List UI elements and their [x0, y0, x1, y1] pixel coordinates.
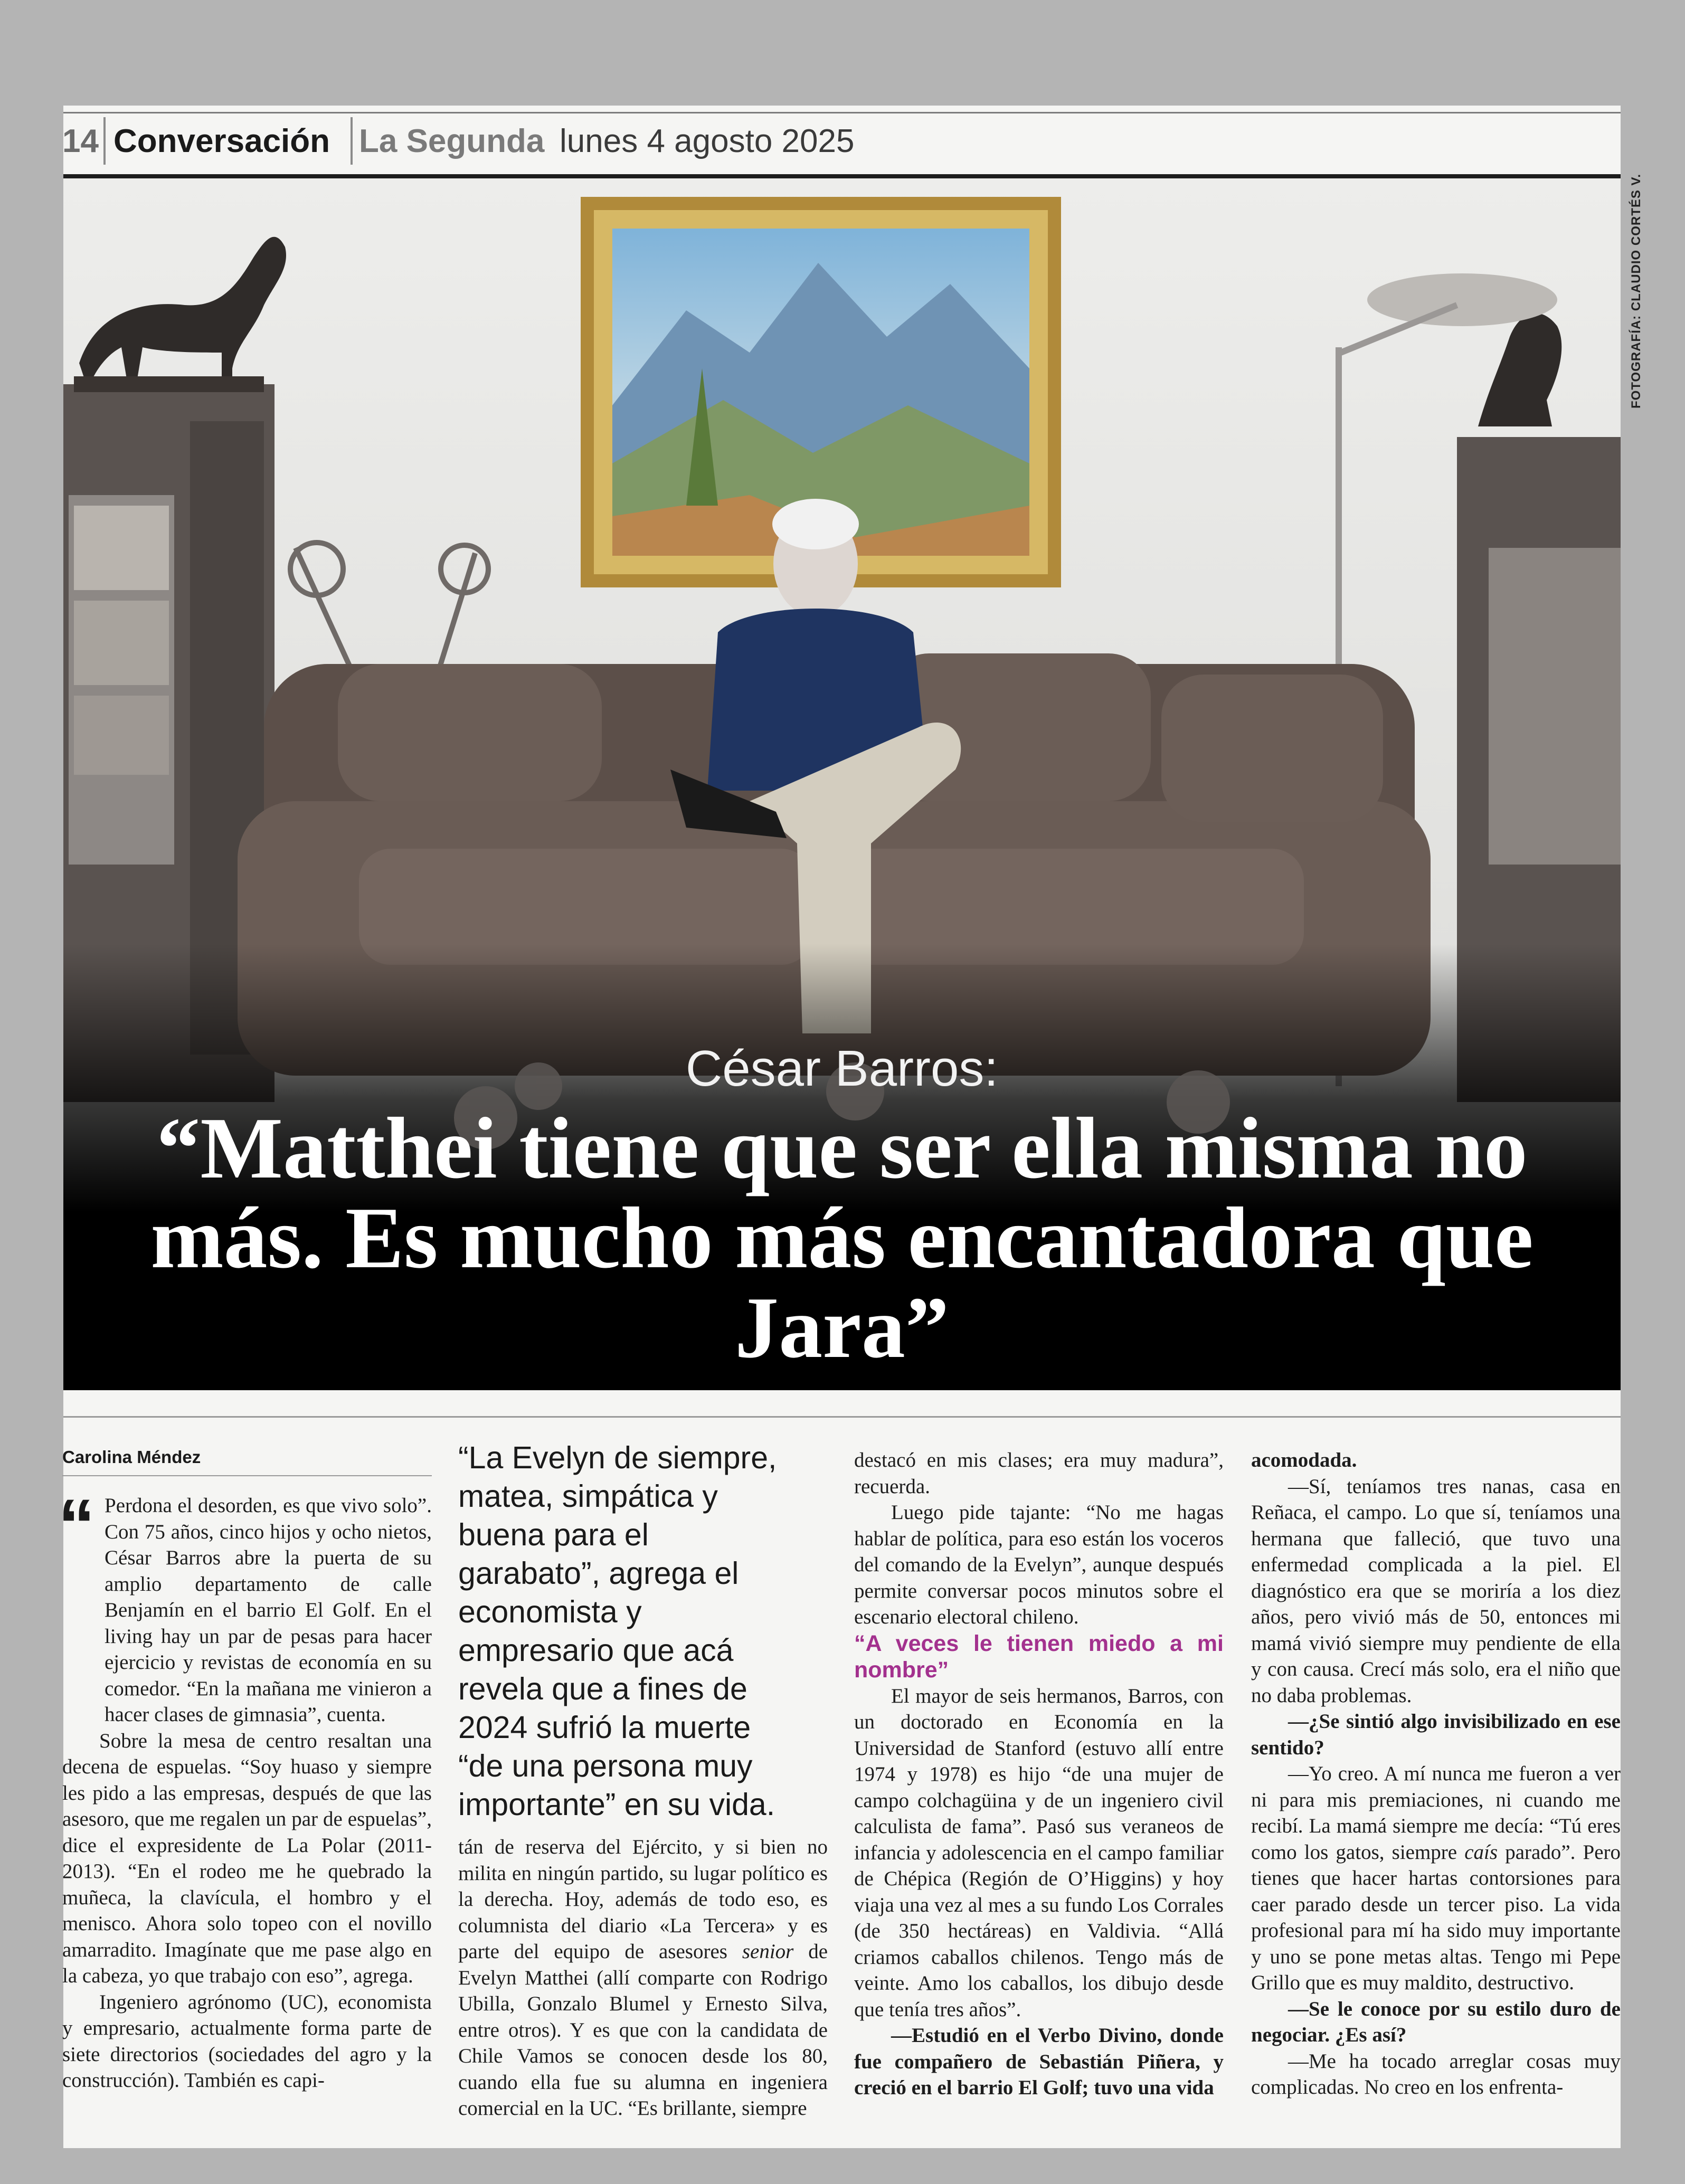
interviewee-name: César Barros: [685, 1040, 999, 1097]
paragraph: tán de reserva del Ejército, y si bien no milita en ningún partido, su lugar político es la derecha. Hoy, además de todo eso, es columnista del diario «La Tercera» y es parte del equipo de asesores senior de Evelyn Matthei (allí comparte con Rodrigo Ubilla, Gonzalo Blumel y Ernesto Silva, entre otros). Y es que con la candidata de Chile Vamos se conocen desde los 80, cuando ella fue su alumna en ingeniera comercial en la UC. “Es brillante, siempre [458, 1836, 828, 2120]
paragraph: El mayor de seis hermanos, Barros, con un doctorado en Economía en la Universidad de Stanford (estuvo allí entre 1974 y 1978) es hijo “de una mujer de campo colchagüina y de un ingeniero civil calculista de fama”. Pasó sus veraneos de infancia y adolescencia en el campo familiar de Chépica (Región de O’Higgins) y hoy viaja una vez al mes a su fundo Los Corrales (de 350 hectáreas) en Valdivia. “Allá criamos caballos chilenos. Tengo más de veinte. Amo los caballos, los dibujo desde que tenía tres años”. [854, 1684, 1224, 2021]
interview-question: —Estudió en el Verbo Divino, donde fue compañero de Sebastián Piñera, y creció en el barrio El Golf; tuvo una vida [854, 2024, 1224, 2099]
interview-question-end: acomodada. [1251, 1449, 1357, 1471]
section-title: Conversación [113, 123, 330, 159]
byline: Carolina Méndez [62, 1447, 201, 1467]
photo-credit: FOTOGRAFÍA: CLAUDIO CORTÉS V. [1629, 173, 1643, 409]
interview-answer: —Sí, teníamos tres nanas, casa en Reñaca, el campo. Lo que sí, teníamos una hermana que falleció, que tuvo una enfermedad complicada a la piel. El diagnóstico era que se moriría a los diez años, pero vivió más de 50, entonces mi mamá vivió siempre muy pendiente de ella y con causa. Crecí más solo, era el niño que no daba problemas. [1251, 1475, 1621, 1707]
opening-quote-mark: “ [58, 1484, 95, 1566]
title-block [63, 1019, 1621, 1390]
interview-question: —¿Se sintió algo invisibilizado en ese sentido? [1251, 1710, 1621, 1759]
pull-quote: “La Evelyn de siempre, matea, simpática y buena para el garabato”, agrega el economista y empresario que acá revela que a fines de 2024 sufrió la muerte “de una persona muy importante” en su vida. [458, 1440, 777, 1822]
paragraph: Luego pide tajante: “No me hagas hablar de política, para eso están los voceros del comando de la Evelyn”, aunque después permite conversar pocos minutos sobre el escenario electoral chileno. [854, 1501, 1224, 1628]
article-column-1 [62, 1493, 432, 2094]
issue-date: lunes 4 agosto 2025 [560, 123, 855, 159]
page-number: 14 [62, 123, 99, 159]
interview-answer: —Yo creo. A mí nunca me fueron a ver ni para mis premiaciones, ni cuando me recibí. La mamá siempre me decía: “Tú eres como los gatos, siempre caís parado”. Pero tienes que hacer hartas contorsiones para caer parado desde un tercer piso. La vida profesional para mí ha sido muy importante y uno se pone metas altas. Tengo mi Pepe Grillo que es muy maldito, destructivo. [1251, 1762, 1621, 1994]
article-column-4 [1251, 1447, 1621, 2101]
header-divider [351, 117, 353, 165]
paragraph: Ingeniero agrónomo (UC), economista y empresario, actualmente forma parte de siete directorios (sociedades del agro y la construcción). También es capi- [62, 1990, 432, 2092]
header-divider [103, 117, 106, 165]
article-column-2 [458, 1834, 828, 2122]
header-bottom-rule [63, 174, 1621, 178]
paragraph: Sobre la mesa de centro resaltan una decena de espuelas. “Soy huaso y siempre les pido a las empresas, después de que las asesoro, que me regalen un par de espuelas”, dice el expresidente de La Polar (2011-2013). “En el rodeo me he quebrado la muñeca, la clavícula, el hombro y el menisco. Ahora solo topeo con el novillo amarradito. Imagínate que me pase algo en la cabeza, yo que trabajo con eso”, agrega. [62, 1729, 432, 1987]
header-top-rule [63, 112, 1621, 113]
article-column-3 [854, 1447, 1224, 2101]
section-rule [63, 1416, 1621, 1418]
paragraph: destacó en mis clases; era muy madura”, recuerda. [854, 1449, 1224, 1498]
headline: “Matthei tiene que ser ella misma no más. Es mucho más encantadora que Jara” [150, 1099, 1533, 1376]
byline-rule [62, 1475, 432, 1476]
paragraph: Perdona el desorden, es que vivo solo”. Con 75 años, cinco hijos y ocho nietos, César Barros abre la puerta de su amplio departamento de calle Benjamín en el barrio El Golf. En el living hay un par de pesas para hacer ejercicio y revistas de economía en su comedor. “En la mañana me vinieron a hacer clases de gimnasia”, cuenta. [105, 1494, 432, 1726]
subheading: “A veces le tienen miedo a mi nombre” [854, 1630, 1224, 1683]
publication-name: La Segunda [359, 123, 545, 159]
interview-answer: —Me ha tocado arreglar cosas muy complicadas. No creo en los enfrenta- [1251, 2049, 1621, 2098]
interview-question: —Se le conoce por su estilo duro de negociar. ¿Es así? [1251, 1997, 1621, 2046]
